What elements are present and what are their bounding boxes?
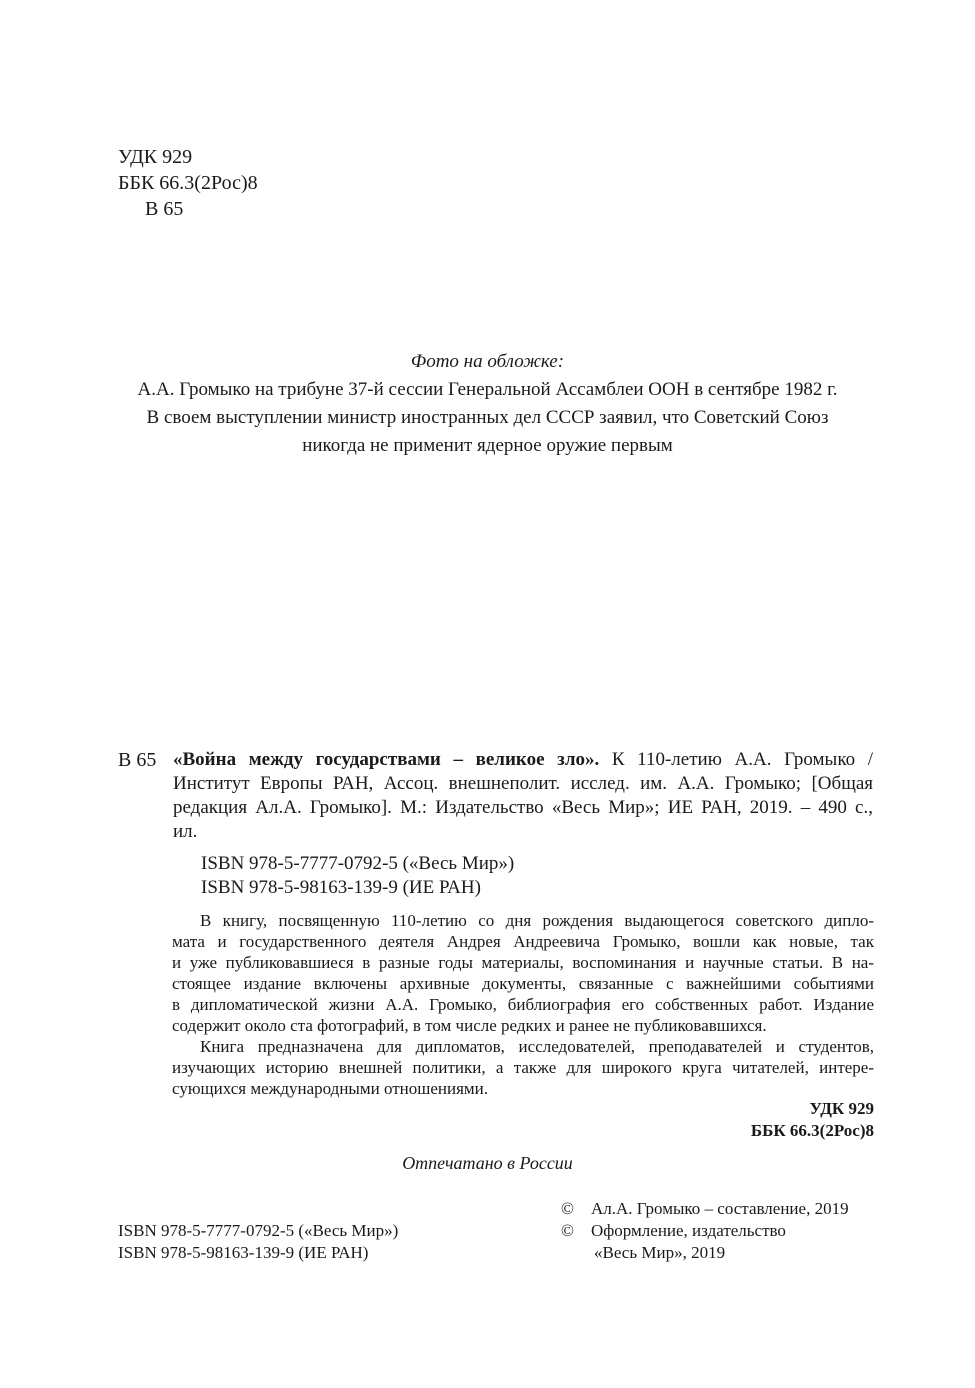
copyright-text: Ал.А. Громыко – составление, 2019 — [591, 1199, 849, 1218]
isbn-block — [201, 852, 514, 900]
copyright-line — [561, 1198, 849, 1220]
classification-right — [751, 1098, 874, 1142]
footer-copyrights — [561, 1198, 849, 1264]
author-sign: В 65 — [145, 198, 184, 220]
annotation-line: сующихся международными отношениями. — [172, 1079, 489, 1098]
isbn-line: ISBN 978-5-98163-139-9 (ИЕ РАН) — [118, 1243, 369, 1262]
annotation-line: мата и государственного деятеля Андрея Андреевича Громыко, вошли как новые, так — [172, 932, 874, 951]
annotation-line: В книгу, посвященную 110-летию со дня рождения выдающегося советского дипло- — [200, 911, 874, 930]
cover-caption-label: Фото на обложке: — [410, 351, 565, 372]
copyright-symbol: © — [561, 1199, 574, 1218]
record-line-rest: К 110-летию А.А. Громыко / — [611, 749, 874, 770]
bbk-code: ББК 66.3(2Рос)8 — [750, 1121, 874, 1140]
annotation-line: в дипломатической жизни А.А. Громыко, библиография его собственных работ. Издание — [172, 995, 874, 1014]
cover-caption — [0, 348, 975, 460]
copyright-text: Оформление, издательство — [591, 1221, 786, 1240]
bibliographic-record — [173, 748, 873, 848]
annotation-line: изучающих историю внешней политики, а также для широкого круга читателей, интере- — [172, 1058, 874, 1077]
copyright-text: «Весь Мир», 2019 — [594, 1243, 726, 1262]
record-line: ил. — [173, 821, 198, 842]
cover-caption-line: никогда не применит ядерное оружие первым — [302, 435, 673, 456]
record-line: редакция Ал.А. Громыко]. М.: Издательство «Весь Мир»; ИЕ РАН, 2019. – 490 с., — [173, 797, 873, 818]
bbk-code: ББК 66.3(2Рос)8 — [118, 172, 258, 194]
classification-block — [118, 144, 258, 222]
printed-in: Отпечатано в России — [402, 1153, 573, 1173]
udk-code: УДК 929 — [809, 1099, 874, 1118]
isbn-line: ISBN 978-5-7777-0792-5 («Весь Мир») — [201, 853, 515, 874]
annotation-line: и уже публиковавшиеся в разные годы материалы, воспоминания и научные статьи. В на- — [172, 953, 874, 972]
copyright-line — [561, 1220, 849, 1242]
isbn-line: ISBN 978-5-98163-139-9 (ИЕ РАН) — [201, 877, 481, 898]
udk-code: УДК 929 — [118, 146, 193, 168]
isbn-line: ISBN 978-5-7777-0792-5 («Весь Мир») — [118, 1221, 399, 1240]
record-code: В 65 — [118, 749, 157, 771]
copyright-symbol: © — [561, 1221, 574, 1240]
annotation-line: Книга предназначена для дипломатов, исследователей, преподавателей и студентов, — [200, 1037, 874, 1056]
cover-caption-line: В своем выступлении министр иностранных дел СССР заявил, что Советский Союз — [146, 407, 829, 428]
annotation-line: стоящее издание включены архивные документы, связанные с важнейшими событиями — [172, 974, 874, 993]
cover-caption-line: А.А. Громыко на трибуне 37-й сессии Генеральной Ассамблеи ООН в сентябре 1982 г. — [137, 379, 838, 400]
book-title: «Война между государствами – великое зло». — [173, 749, 600, 770]
record-line — [173, 748, 873, 772]
annotation-line: содержит около ста фотографий, в том числе редких и ранее не публиковавшихся. — [172, 1016, 767, 1035]
footer-isbn — [118, 1220, 398, 1264]
annotation — [172, 910, 874, 1100]
copyright-line — [561, 1242, 849, 1264]
record-line: Институт Европы РАН, Ассоц. внешнеполит. исслед. им. А.А. Громыко; [Общая — [173, 773, 873, 794]
